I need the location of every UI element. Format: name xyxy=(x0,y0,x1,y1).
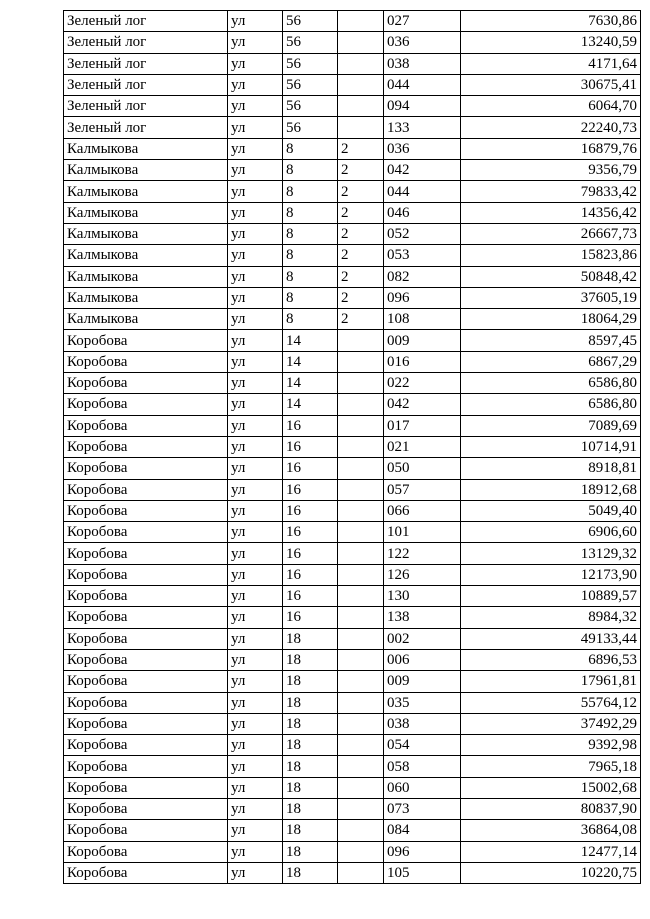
table-row xyxy=(64,586,641,607)
house-cell: 8 xyxy=(283,245,338,266)
amount-cell: 15823,86 xyxy=(461,245,641,266)
building-cell xyxy=(338,756,384,777)
building-cell xyxy=(338,32,384,53)
street-type-cell: ул xyxy=(228,330,283,351)
building-cell: 2 xyxy=(338,160,384,181)
amount-cell: 12173,90 xyxy=(461,564,641,585)
apartment-cell: 084 xyxy=(384,820,461,841)
apartment-cell: 052 xyxy=(384,223,461,244)
street-type-cell: ул xyxy=(228,266,283,287)
apartment-cell: 017 xyxy=(384,415,461,436)
street-cell: Коробова xyxy=(64,841,228,862)
table-row xyxy=(64,671,641,692)
street-cell: Калмыкова xyxy=(64,245,228,266)
building-cell xyxy=(338,74,384,95)
street-type-cell: ул xyxy=(228,543,283,564)
table-row xyxy=(64,862,641,883)
amount-cell: 10889,57 xyxy=(461,586,641,607)
building-cell xyxy=(338,841,384,862)
amount-cell: 13129,32 xyxy=(461,543,641,564)
street-cell: Коробова xyxy=(64,522,228,543)
building-cell: 2 xyxy=(338,245,384,266)
table-row xyxy=(64,607,641,628)
table-row xyxy=(64,245,641,266)
house-cell: 8 xyxy=(283,287,338,308)
street-type-cell: ул xyxy=(228,500,283,521)
table-row xyxy=(64,692,641,713)
street-cell: Коробова xyxy=(64,692,228,713)
street-type-cell: ул xyxy=(228,713,283,734)
table-row xyxy=(64,649,641,670)
street-cell: Зеленый лог xyxy=(64,74,228,95)
apartment-cell: 073 xyxy=(384,798,461,819)
building-cell: 2 xyxy=(338,309,384,330)
house-cell: 8 xyxy=(283,309,338,330)
street-cell: Коробова xyxy=(64,415,228,436)
building-cell xyxy=(338,394,384,415)
apartment-cell: 096 xyxy=(384,287,461,308)
amount-cell: 9356,79 xyxy=(461,160,641,181)
table-row xyxy=(64,798,641,819)
apartment-cell: 096 xyxy=(384,841,461,862)
amount-cell: 14356,42 xyxy=(461,202,641,223)
building-cell xyxy=(338,479,384,500)
amount-cell: 22240,73 xyxy=(461,117,641,138)
table-row xyxy=(64,223,641,244)
street-type-cell: ул xyxy=(228,479,283,500)
amount-cell: 13240,59 xyxy=(461,32,641,53)
house-cell: 56 xyxy=(283,117,338,138)
building-cell: 2 xyxy=(338,287,384,308)
amount-cell: 37492,29 xyxy=(461,713,641,734)
table-row xyxy=(64,564,641,585)
table-row xyxy=(64,32,641,53)
street-cell: Коробова xyxy=(64,628,228,649)
street-type-cell: ул xyxy=(228,309,283,330)
amount-cell: 6867,29 xyxy=(461,351,641,372)
amount-cell: 8984,32 xyxy=(461,607,641,628)
amount-cell: 79833,42 xyxy=(461,181,641,202)
house-cell: 56 xyxy=(283,53,338,74)
table-row xyxy=(64,841,641,862)
building-cell xyxy=(338,330,384,351)
street-type-cell: ул xyxy=(228,756,283,777)
street-cell: Коробова xyxy=(64,543,228,564)
street-type-cell: ул xyxy=(228,160,283,181)
table-row xyxy=(64,628,641,649)
building-cell xyxy=(338,692,384,713)
house-cell: 16 xyxy=(283,436,338,457)
street-cell: Калмыкова xyxy=(64,266,228,287)
house-cell: 16 xyxy=(283,500,338,521)
street-type-cell: ул xyxy=(228,458,283,479)
house-cell: 18 xyxy=(283,777,338,798)
building-cell xyxy=(338,53,384,74)
table-row xyxy=(64,53,641,74)
building-cell xyxy=(338,373,384,394)
apartment-cell: 108 xyxy=(384,309,461,330)
amount-cell: 26667,73 xyxy=(461,223,641,244)
amount-cell: 8597,45 xyxy=(461,330,641,351)
amount-cell: 55764,12 xyxy=(461,692,641,713)
building-cell: 2 xyxy=(338,266,384,287)
apartment-cell: 046 xyxy=(384,202,461,223)
apartment-cell: 042 xyxy=(384,160,461,181)
house-cell: 18 xyxy=(283,692,338,713)
building-cell xyxy=(338,415,384,436)
apartment-cell: 066 xyxy=(384,500,461,521)
amount-cell: 10714,91 xyxy=(461,436,641,457)
amount-cell: 6906,60 xyxy=(461,522,641,543)
house-cell: 8 xyxy=(283,202,338,223)
street-cell: Коробова xyxy=(64,330,228,351)
table-row xyxy=(64,287,641,308)
amount-cell: 7089,69 xyxy=(461,415,641,436)
amount-cell: 4171,64 xyxy=(461,53,641,74)
apartment-cell: 044 xyxy=(384,74,461,95)
table-row xyxy=(64,138,641,159)
amount-cell: 10220,75 xyxy=(461,862,641,883)
street-cell: Коробова xyxy=(64,564,228,585)
table-row xyxy=(64,330,641,351)
amount-cell: 80837,90 xyxy=(461,798,641,819)
amount-cell: 50848,42 xyxy=(461,266,641,287)
house-cell: 16 xyxy=(283,415,338,436)
amount-cell: 30675,41 xyxy=(461,74,641,95)
house-cell: 18 xyxy=(283,671,338,692)
house-cell: 18 xyxy=(283,798,338,819)
street-type-cell: ул xyxy=(228,96,283,117)
amount-cell: 18064,29 xyxy=(461,309,641,330)
apartment-cell: 002 xyxy=(384,628,461,649)
house-cell: 56 xyxy=(283,11,338,32)
building-cell: 2 xyxy=(338,223,384,244)
building-cell xyxy=(338,671,384,692)
house-cell: 56 xyxy=(283,96,338,117)
apartment-cell: 054 xyxy=(384,735,461,756)
street-type-cell: ул xyxy=(228,735,283,756)
apartment-cell: 009 xyxy=(384,671,461,692)
building-cell xyxy=(338,735,384,756)
table-row xyxy=(64,522,641,543)
street-cell: Калмыкова xyxy=(64,138,228,159)
house-cell: 16 xyxy=(283,479,338,500)
street-type-cell: ул xyxy=(228,202,283,223)
amount-cell: 6586,80 xyxy=(461,373,641,394)
house-cell: 18 xyxy=(283,713,338,734)
street-type-cell: ул xyxy=(228,522,283,543)
amount-cell: 5049,40 xyxy=(461,500,641,521)
apartment-cell: 027 xyxy=(384,11,461,32)
street-type-cell: ул xyxy=(228,32,283,53)
street-type-cell: ул xyxy=(228,287,283,308)
street-cell: Зеленый лог xyxy=(64,32,228,53)
street-type-cell: ул xyxy=(228,586,283,607)
house-cell: 8 xyxy=(283,181,338,202)
apartment-cell: 036 xyxy=(384,32,461,53)
house-cell: 56 xyxy=(283,74,338,95)
apartment-cell: 122 xyxy=(384,543,461,564)
table-row xyxy=(64,266,641,287)
table-row xyxy=(64,11,641,32)
table-row xyxy=(64,500,641,521)
building-cell xyxy=(338,607,384,628)
table-row xyxy=(64,415,641,436)
apartment-cell: 094 xyxy=(384,96,461,117)
apartment-cell: 082 xyxy=(384,266,461,287)
building-cell: 2 xyxy=(338,138,384,159)
amount-cell: 12477,14 xyxy=(461,841,641,862)
street-type-cell: ул xyxy=(228,692,283,713)
street-cell: Коробова xyxy=(64,479,228,500)
amount-cell: 18912,68 xyxy=(461,479,641,500)
street-cell: Коробова xyxy=(64,713,228,734)
building-cell xyxy=(338,798,384,819)
table-row xyxy=(64,543,641,564)
house-cell: 16 xyxy=(283,607,338,628)
apartment-cell: 009 xyxy=(384,330,461,351)
street-type-cell: ул xyxy=(228,245,283,266)
street-cell: Калмыкова xyxy=(64,309,228,330)
building-cell xyxy=(338,11,384,32)
street-type-cell: ул xyxy=(228,415,283,436)
apartment-cell: 038 xyxy=(384,53,461,74)
street-cell: Коробова xyxy=(64,777,228,798)
house-cell: 18 xyxy=(283,628,338,649)
building-cell xyxy=(338,436,384,457)
street-cell: Калмыкова xyxy=(64,223,228,244)
apartment-cell: 050 xyxy=(384,458,461,479)
amount-cell: 36864,08 xyxy=(461,820,641,841)
apartment-cell: 022 xyxy=(384,373,461,394)
apartment-cell: 016 xyxy=(384,351,461,372)
street-cell: Калмыкова xyxy=(64,160,228,181)
apartment-cell: 057 xyxy=(384,479,461,500)
street-type-cell: ул xyxy=(228,436,283,457)
table-row xyxy=(64,756,641,777)
building-cell xyxy=(338,96,384,117)
house-cell: 56 xyxy=(283,32,338,53)
building-cell: 2 xyxy=(338,181,384,202)
street-cell: Коробова xyxy=(64,862,228,883)
street-cell: Коробова xyxy=(64,756,228,777)
apartment-cell: 138 xyxy=(384,607,461,628)
street-cell: Зеленый лог xyxy=(64,117,228,138)
street-cell: Коробова xyxy=(64,798,228,819)
apartment-cell: 105 xyxy=(384,862,461,883)
debt-table xyxy=(63,10,641,884)
house-cell: 18 xyxy=(283,649,338,670)
street-cell: Зеленый лог xyxy=(64,53,228,74)
house-cell: 14 xyxy=(283,373,338,394)
amount-cell: 7630,86 xyxy=(461,11,641,32)
building-cell xyxy=(338,820,384,841)
amount-cell: 6586,80 xyxy=(461,394,641,415)
house-cell: 16 xyxy=(283,586,338,607)
street-cell: Коробова xyxy=(64,586,228,607)
street-cell: Зеленый лог xyxy=(64,96,228,117)
house-cell: 8 xyxy=(283,266,338,287)
apartment-cell: 006 xyxy=(384,649,461,670)
table-row xyxy=(64,202,641,223)
house-cell: 18 xyxy=(283,756,338,777)
house-cell: 18 xyxy=(283,862,338,883)
apartment-cell: 130 xyxy=(384,586,461,607)
table-row xyxy=(64,160,641,181)
building-cell xyxy=(338,628,384,649)
street-type-cell: ул xyxy=(228,841,283,862)
apartment-cell: 042 xyxy=(384,394,461,415)
street-type-cell: ул xyxy=(228,564,283,585)
house-cell: 18 xyxy=(283,841,338,862)
table-row xyxy=(64,373,641,394)
house-cell: 14 xyxy=(283,351,338,372)
apartment-cell: 036 xyxy=(384,138,461,159)
street-cell: Калмыкова xyxy=(64,181,228,202)
street-cell: Коробова xyxy=(64,820,228,841)
apartment-cell: 035 xyxy=(384,692,461,713)
house-cell: 14 xyxy=(283,330,338,351)
street-type-cell: ул xyxy=(228,223,283,244)
table-row xyxy=(64,96,641,117)
street-type-cell: ул xyxy=(228,117,283,138)
street-type-cell: ул xyxy=(228,373,283,394)
amount-cell: 17961,81 xyxy=(461,671,641,692)
street-type-cell: ул xyxy=(228,11,283,32)
table-row xyxy=(64,479,641,500)
house-cell: 16 xyxy=(283,522,338,543)
street-cell: Коробова xyxy=(64,735,228,756)
amount-cell: 16879,76 xyxy=(461,138,641,159)
table-row xyxy=(64,735,641,756)
table-row xyxy=(64,74,641,95)
street-cell: Коробова xyxy=(64,436,228,457)
table-row xyxy=(64,458,641,479)
street-type-cell: ул xyxy=(228,649,283,670)
building-cell xyxy=(338,522,384,543)
street-cell: Коробова xyxy=(64,671,228,692)
street-type-cell: ул xyxy=(228,351,283,372)
building-cell xyxy=(338,543,384,564)
house-cell: 16 xyxy=(283,564,338,585)
house-cell: 8 xyxy=(283,223,338,244)
table-row xyxy=(64,713,641,734)
street-type-cell: ул xyxy=(228,181,283,202)
amount-cell: 37605,19 xyxy=(461,287,641,308)
amount-cell: 15002,68 xyxy=(461,777,641,798)
table-row xyxy=(64,181,641,202)
street-type-cell: ул xyxy=(228,53,283,74)
amount-cell: 6896,53 xyxy=(461,649,641,670)
apartment-cell: 044 xyxy=(384,181,461,202)
building-cell xyxy=(338,862,384,883)
building-cell: 2 xyxy=(338,202,384,223)
house-cell: 14 xyxy=(283,394,338,415)
building-cell xyxy=(338,351,384,372)
amount-cell: 7965,18 xyxy=(461,756,641,777)
house-cell: 8 xyxy=(283,138,338,159)
street-cell: Коробова xyxy=(64,458,228,479)
street-type-cell: ул xyxy=(228,798,283,819)
building-cell xyxy=(338,564,384,585)
building-cell xyxy=(338,117,384,138)
building-cell xyxy=(338,713,384,734)
street-type-cell: ул xyxy=(228,862,283,883)
table-row xyxy=(64,820,641,841)
apartment-cell: 060 xyxy=(384,777,461,798)
apartment-cell: 038 xyxy=(384,713,461,734)
building-cell xyxy=(338,649,384,670)
amount-cell: 8918,81 xyxy=(461,458,641,479)
apartment-cell: 021 xyxy=(384,436,461,457)
building-cell xyxy=(338,586,384,607)
street-cell: Калмыкова xyxy=(64,202,228,223)
street-type-cell: ул xyxy=(228,138,283,159)
amount-cell: 9392,98 xyxy=(461,735,641,756)
house-cell: 8 xyxy=(283,160,338,181)
amount-cell: 49133,44 xyxy=(461,628,641,649)
building-cell xyxy=(338,777,384,798)
street-type-cell: ул xyxy=(228,394,283,415)
street-cell: Калмыкова xyxy=(64,287,228,308)
house-cell: 18 xyxy=(283,735,338,756)
house-cell: 18 xyxy=(283,820,338,841)
table-row xyxy=(64,777,641,798)
building-cell xyxy=(338,500,384,521)
apartment-cell: 058 xyxy=(384,756,461,777)
table-row xyxy=(64,436,641,457)
street-type-cell: ул xyxy=(228,628,283,649)
street-cell: Коробова xyxy=(64,394,228,415)
table-row xyxy=(64,309,641,330)
building-cell xyxy=(338,458,384,479)
apartment-cell: 101 xyxy=(384,522,461,543)
amount-cell: 6064,70 xyxy=(461,96,641,117)
street-type-cell: ул xyxy=(228,607,283,628)
street-type-cell: ул xyxy=(228,671,283,692)
street-type-cell: ул xyxy=(228,820,283,841)
debt-table-body xyxy=(64,11,641,884)
apartment-cell: 133 xyxy=(384,117,461,138)
table-row xyxy=(64,394,641,415)
street-cell: Коробова xyxy=(64,373,228,394)
table-row xyxy=(64,351,641,372)
street-cell: Коробова xyxy=(64,607,228,628)
street-cell: Коробова xyxy=(64,649,228,670)
house-cell: 16 xyxy=(283,543,338,564)
street-type-cell: ул xyxy=(228,777,283,798)
street-type-cell: ул xyxy=(228,74,283,95)
street-cell: Зеленый лог xyxy=(64,11,228,32)
house-cell: 16 xyxy=(283,458,338,479)
street-cell: Коробова xyxy=(64,351,228,372)
apartment-cell: 126 xyxy=(384,564,461,585)
table-row xyxy=(64,117,641,138)
apartment-cell: 053 xyxy=(384,245,461,266)
street-cell: Коробова xyxy=(64,500,228,521)
